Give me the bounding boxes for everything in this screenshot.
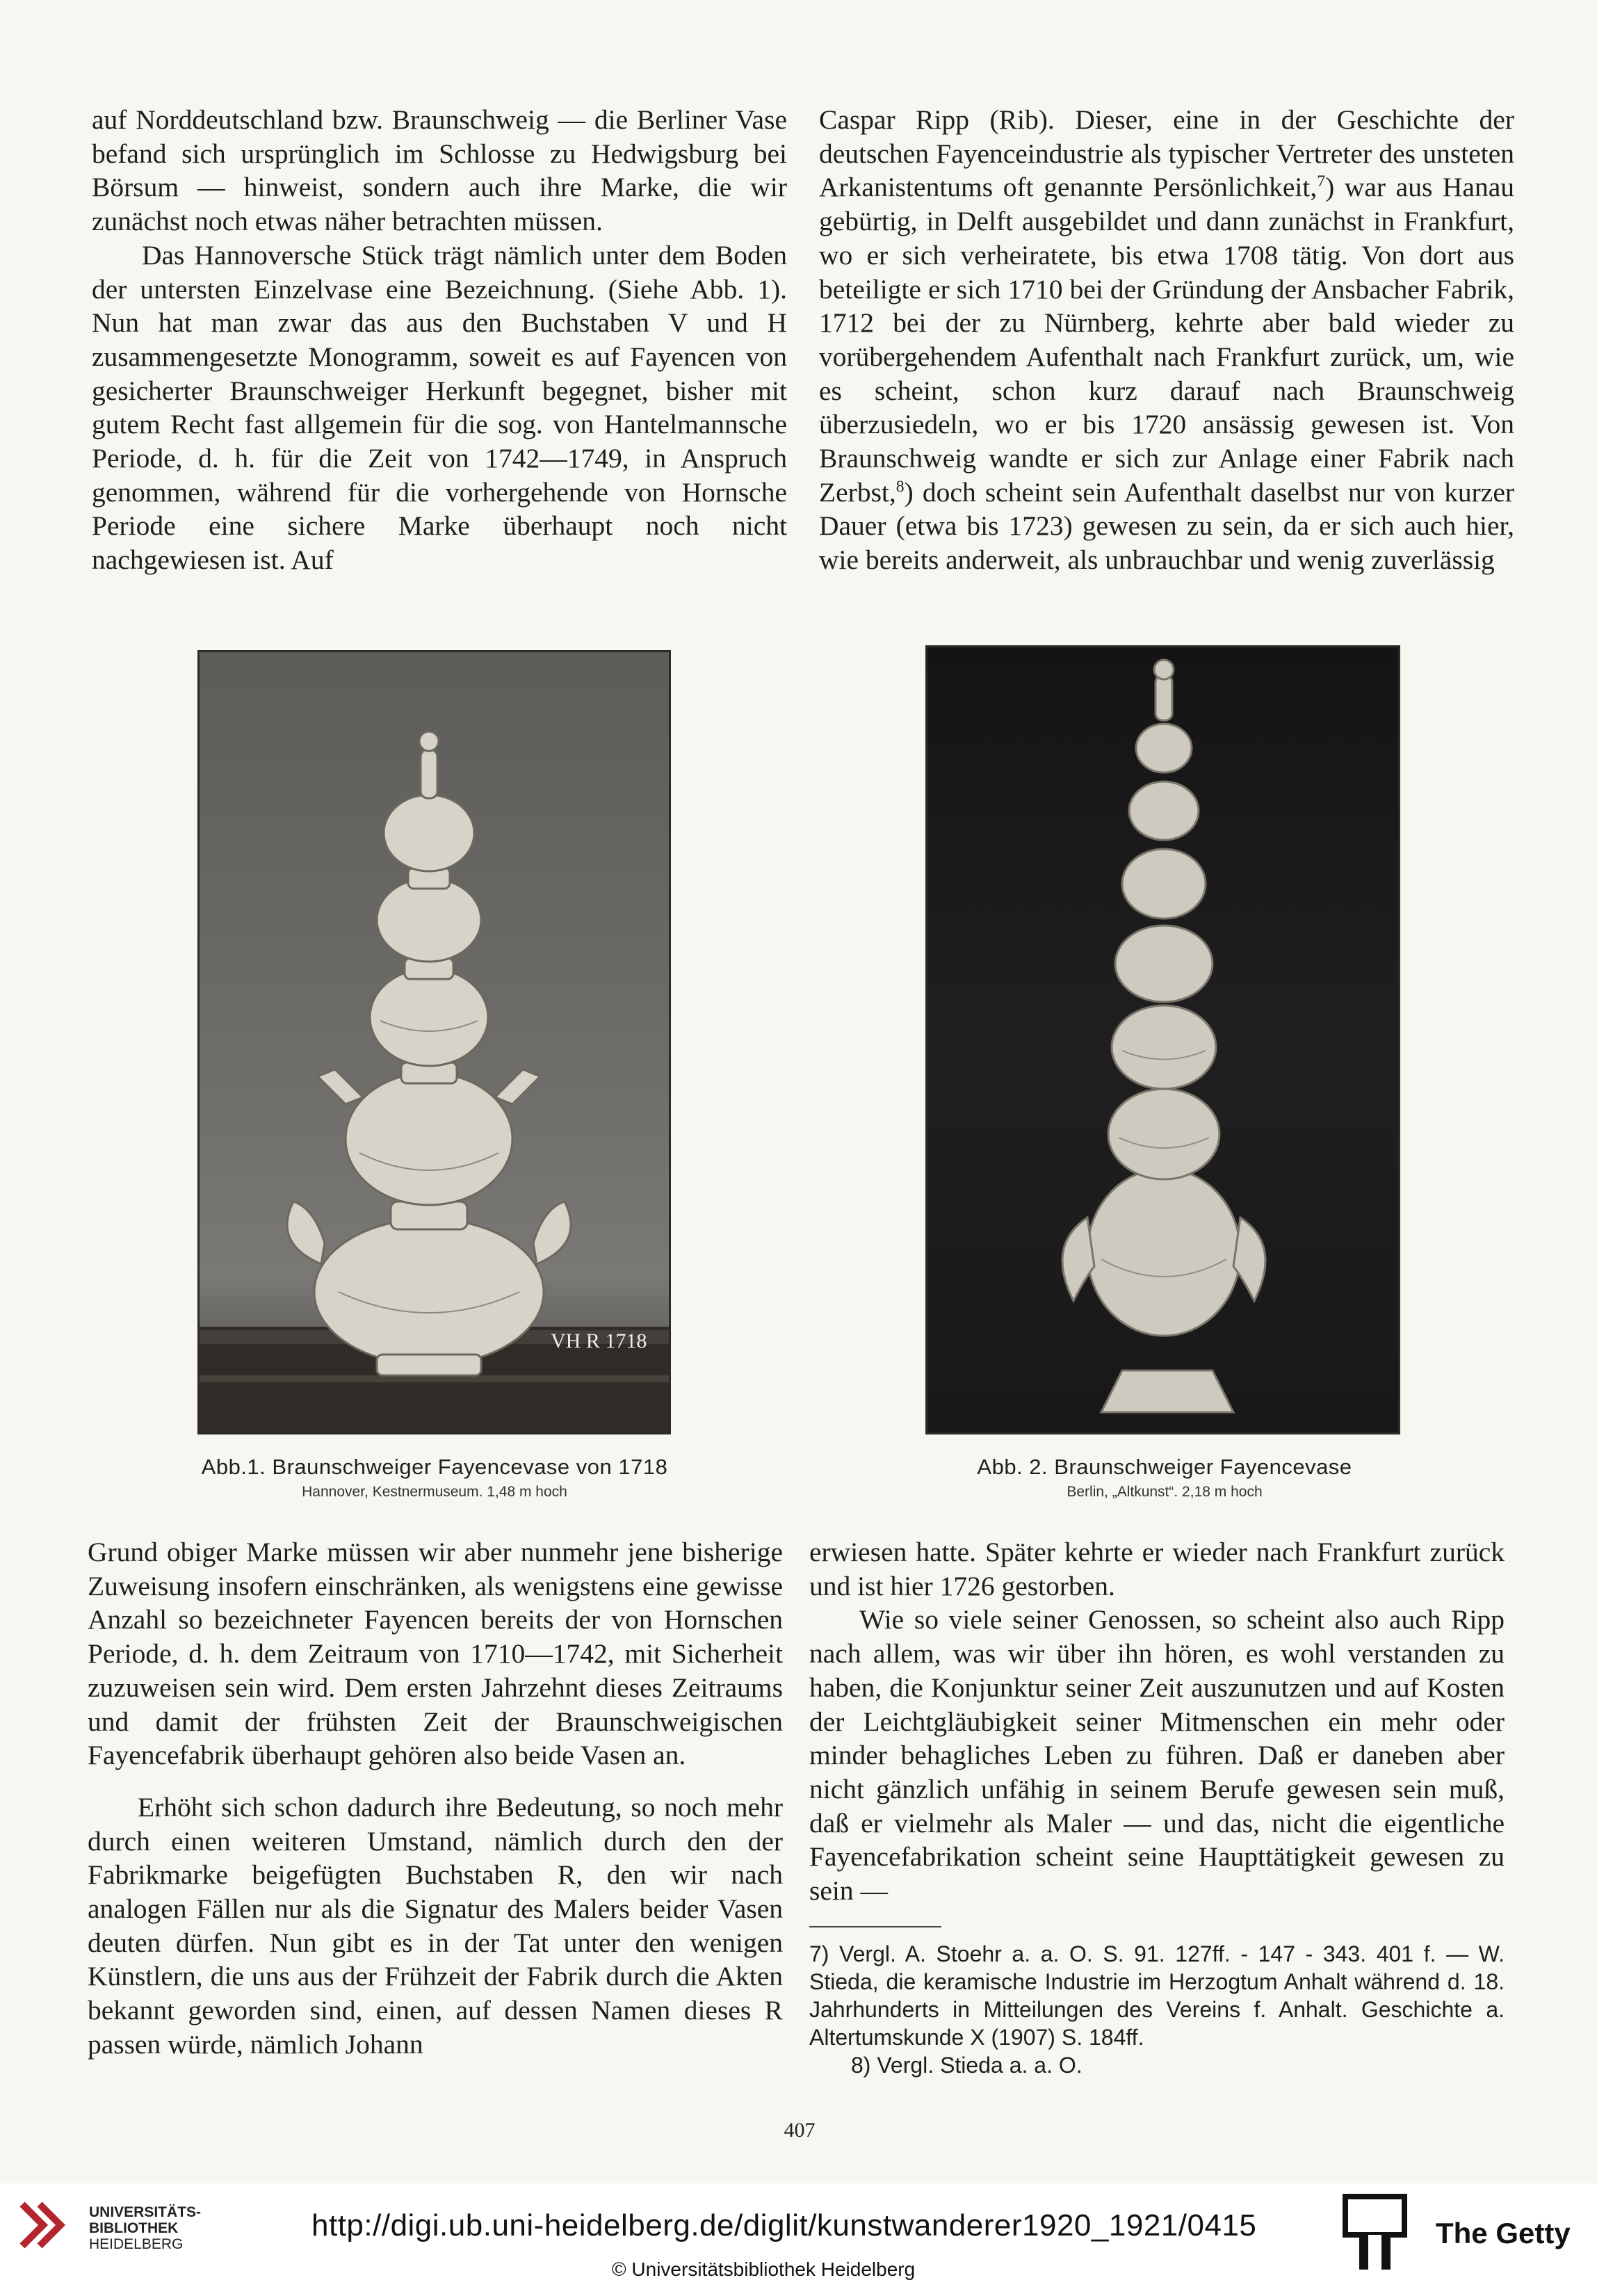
footnotes (809, 1940, 1505, 2079)
university-library-logo-icon (15, 2197, 78, 2260)
figure-subtitle-2: Berlin, „Altkunst“. 2,18 m hoch (1067, 1484, 1263, 1500)
figure-caption-2 (904, 1455, 1425, 1501)
source-url-link[interactable]: http://digi.ub.uni-heidelberg.de/diglit/kunstwanderer1920_1921/0415 (311, 2208, 1257, 2242)
text-run: ) war aus Hanau gebürtig, in Delft ausgebildet und dann zunächst in Frankfurt, wo er sich verheiratete, bis etwa 1708 tätig. Von dort aus beteiligte er sich 1710 bei der Gründung der Ansbacher Fabrik, 1712 bei der zu Nürnberg, kehrte aber bald wieder zu vorübergehendem Aufenthalt nach Frankfurt zurück, um, wie es scheint, schon kurz darauf nach Braunschweig überzusiedeln, wo er bis 1720 ansässig gewesen ist. Von Braunschweig wandte er sich zur Anlage einer Fabrik nach Zerbst, (819, 172, 1514, 508)
right-column-top (819, 103, 1514, 577)
footnote-ref-8: 8 (895, 477, 905, 496)
vase-illustration-1 (200, 652, 669, 1432)
footer-bar (0, 2183, 1597, 2296)
left-column-bottom (88, 1535, 783, 2062)
page-number: 407 (784, 2119, 816, 2142)
footnote-separator (809, 1926, 941, 1927)
vase-illustration-2 (927, 647, 1398, 1432)
getty-logo-icon (1342, 2193, 1408, 2277)
left-column-top (92, 103, 787, 577)
footnote-8: 8) Vergl. Stieda a. a. O. (851, 2053, 1083, 2078)
figure-caption-1 (174, 1455, 695, 1501)
paragraph: auf Norddeutschland bzw. Braunschweig — die Berliner Vase befand sich ursprünglich im Schlosse zu Hedwigsburg bei Börsum — hinweist, sondern auch ihre Marke, die wir zunächst noch etwas näher betrachten müssen. (92, 104, 787, 237)
vase-photo-2 (925, 645, 1400, 1434)
library-line-2: BIBLIOTHEK (89, 2220, 179, 2236)
paragraph: Wie so viele seiner Genossen, so scheint also auch Ripp nach allem, was wir über ihn hören, es wohl verstanden zu haben, die Konjunktur seiner Zeit auszunutzen und auf Kosten der Leichtgläubigkeit seiner Mitmenschen ein mehr oder minder behagliches Leben zu führen. Daß er daneben aber nicht gänzlich unfähig in seinem Berufe gewesen sein muß, daß er vielmehr als Maler — und das, nicht die eigentliche Fayencefabrikation scheint seine Haupttätigkeit gewesen zu sein — (809, 1604, 1505, 1907)
figure-title-1: Abb.1. Braunschweiger Fayencevase von 1718 (201, 1455, 668, 1479)
library-line-1: UNIVERSITÄTS- (89, 2204, 202, 2220)
figure-subtitle-1: Hannover, Kestnermuseum. 1,48 m hoch (302, 1484, 567, 1500)
getty-name: The Getty (1436, 2217, 1571, 2249)
figure-title-2: Abb. 2. Braunschweiger Fayencevase (977, 1455, 1352, 1479)
paragraph (819, 103, 1514, 577)
paragraph: Erhöht sich schon dadurch ihre Bedeutung, so noch mehr durch einen weiteren Umstand, nämlich durch den der Fabrikmarke beigefügten Buchstaben R, den wir nach analogen Fällen nur als die Signatur des Malers beider Vasen deuten dürfen. Nun gibt es in der Tat unter den wenigen Künstlern, die uns aus der Frühzeit der Fabrik durch die Akten bekannt geworden sind, einen, auf dessen Namen dieses R passen würde, nämlich Johann (88, 1791, 783, 2060)
footnote-7: 7) Vergl. A. Stoehr a. a. O. S. 91. 127ff. - 147 - 343. 401 f. — W. Stieda, die keramische Industrie im Herzogtum Anhalt während d. 18. Jahrhunderts in Mitteilungen des Vereins f. Anhalt. Geschichte a. Altertumskunde X (1907) S. 184ff. (809, 1941, 1505, 2050)
library-name (89, 2204, 201, 2252)
vase-photo-1 (197, 650, 671, 1434)
maker-mark: VH R 1718 (551, 1329, 647, 1352)
footnote-ref-7: 7 (1317, 172, 1326, 191)
right-column-bottom (809, 1535, 1505, 1908)
copyright-notice: © Universitätsbibliothek Heidelberg (612, 2258, 916, 2280)
paragraph: erwiesen hatte. Später kehrte er wieder nach Frankfurt zurück und ist hier 1726 gestorben. (809, 1537, 1505, 1601)
library-line-3: HEIDELBERG (89, 2236, 184, 2252)
paragraph: Grund obiger Marke müssen wir aber nunmehr jene bisherige Zuweisung insofern einschränken, als wenigstens eine gewisse Anzahl so bezeichneter Fayencen bereits der von Hornschen Periode, d. h. dem Zeitraum von 1710—1742, mit Sicherheit zuzuweisen sein wird. Dem ersten Jahrzehnt dieses Zeitraums und damit der frühsten Zeit der Braunschweigischen Fayencefabrik überhaupt gehören also beide Vasen an. (88, 1537, 783, 1771)
paragraph: Das Hannoversche Stück trägt nämlich unter dem Boden der untersten Einzelvase eine Bezeichnung. (Siehe Abb. 1). Nun hat man zwar das aus den Buchstaben V und H zusammengesetzte Monogramm, soweit es auf Fayencen von gesicherter Braunschweiger Herkunft begegnet, bisher mit gutem Recht fast allgemein für die sog. von Hantelmannsche Periode, d. h. für die Zeit von 1742—1749, in Anspruch genommen, während für die vorhergehende von Hornsche Periode eine sichere Marke überhaupt noch nicht nachgewiesen ist. Auf (92, 239, 787, 576)
text-run: ) doch scheint sein Aufenthalt daselbst nur von kurzer Dauer (etwa bis 1723) gewesen zu sein, da er sich auch hier, wie bereits anderweit, als unbrauchbar und wenig zuverlässig (819, 476, 1514, 576)
text-run: Caspar Ripp (Rib). Dieser, eine in der Geschichte der deutschen Fayenceindustrie als typischer Vertreter des unsteten Arkanistentums oft genannte Persönlichkeit, (819, 104, 1514, 203)
